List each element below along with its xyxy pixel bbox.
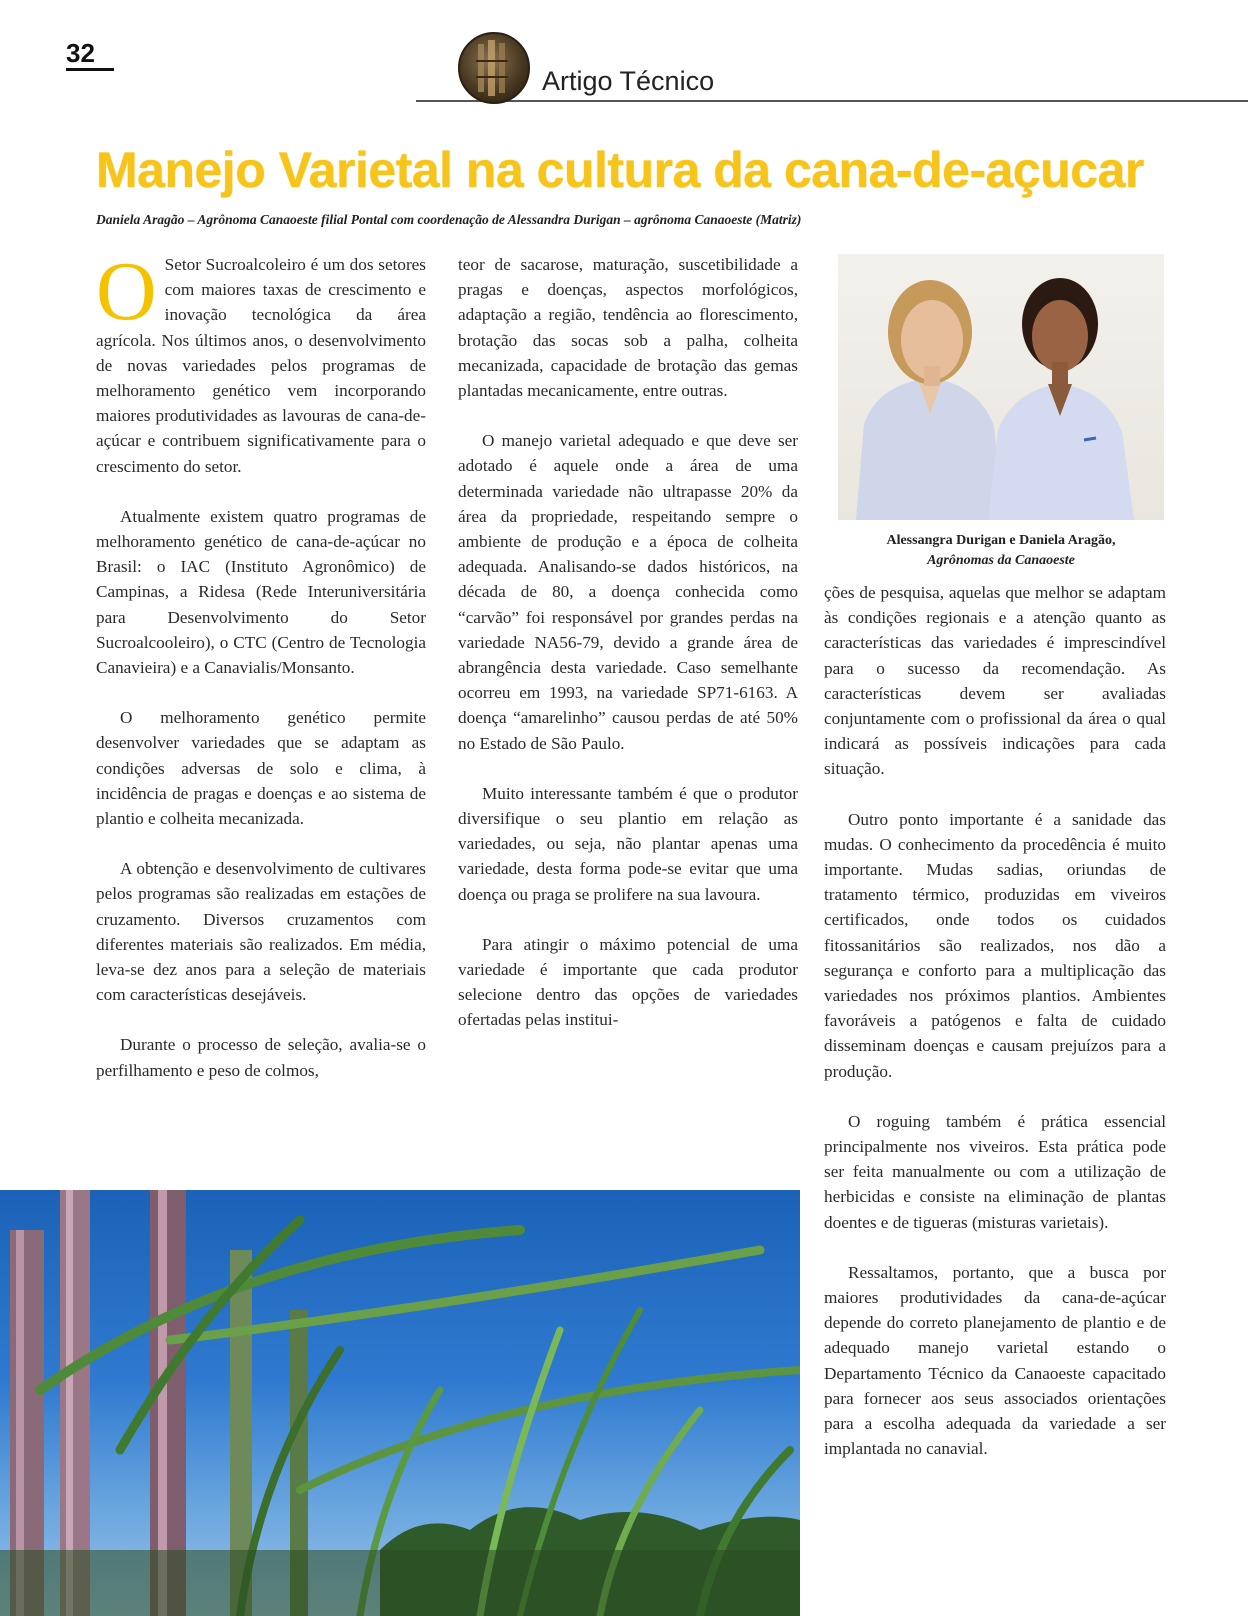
photo-caption	[826, 531, 1176, 571]
caption-role: Agrônomas da Canaoeste	[927, 553, 1075, 568]
paragraph: Ressaltamos, portanto, que a busca por maiores produtividades da cana-de-açúcar depende do correto planejamento de plantio e de adequado manejo varietal estando o Departamento Técnico da Canaoeste capacitado para fornecer aos seus associados orientações para a escolha adequada da variedade a ser implantada no canavial.	[824, 1262, 1166, 1459]
sugarcane-field-photo	[0, 1190, 800, 1616]
paragraph: Muito interessante também é que o produtor diversifique o seu plantio em relação as variedades, ou seja, não plantar apenas uma variedade, desta forma pode-se evitar que uma doença ou praga se prolifere na sua lavoura.	[458, 783, 798, 904]
paragraph: Durante o processo de seleção, avalia-se o perfilhamento e peso de colmos,	[96, 1035, 426, 1080]
drop-cap: O	[96, 245, 157, 338]
agronomists-photo	[838, 254, 1164, 520]
paragraph: O melhoramento genético permite desenvolver variedades que se adaptam as condições adversas de solo e clima, à incidência de pragas e doenças e ao sistema de plantio e colheita mecanizada.	[96, 708, 426, 829]
paragraph: O roguing também é prática essencial principalmente nos viveiros. Esta prática pode ser feita manualmente ou com a utilização de herbicidas e consiste na eliminação de plantas doentes e de tigueras (misturas varietais).	[824, 1111, 1166, 1232]
paragraph: A obtenção e desenvolvimento de cultivares pelos programas são realizadas em estações de cruzamento. Diversos cruzamentos com diferentes materiais são realizados. Em média, leva-se dez anos para a seleção de materiais com características desejáveis.	[96, 859, 426, 1005]
paragraph: O manejo varietal adequado e que deve ser adotado é aquele onde a área de uma determinada variedade não ultrapasse 20% da área da propriedade, respeitando sempre o ambiente de produção e a época de colheita adequada. Analisando-se dados históricos, na década de 80, a doença conhecida como “carvão” foi responsável por grandes perdas na variedade NA56-79, devido a grande área de abrangência desta variedade. Caso semelhante ocorreu em 1993, na variedade SP71-6163. A doença “amarelinho” causou perdas de até 50% no Estado de São Paulo.	[458, 431, 798, 753]
column-3	[824, 580, 1166, 1487]
paragraph: teor de sacarose, maturação, suscetibilidade a pragas e doenças, aspectos morfológicos, adaptação a região, tendência ao florescimento, brotação das socas sob a palha, colheita mecanizada, capacidade de brotação das gemas plantadas mecanicamente, entre outras.	[458, 255, 798, 401]
sugarcane-logo-icon	[458, 32, 530, 104]
paragraph: O Setor Sucroalcoleiro é um dos setores com maiores taxas de crescimento e inovação tecnológica da área agrícola. Nos últimos anos, o desenvolvimento de novas variedades pelos programas de melhoramento genético vem incorporando maiores produtividades as lavouras de cana-de-açúcar e contribuem significativamente para o crescimento do setor.	[96, 245, 426, 476]
article-byline: Daniela Aragão – Agrônoma Canaoeste filial Pontal com coordenação de Alessandra Durigan – agrônoma Canaoeste (Matriz)	[96, 212, 802, 227]
section-title: Artigo Técnico	[542, 66, 715, 96]
paragraph: Atualmente existem quatro programas de melhoramento genético de cana-de-açúcar no Brasil: o IAC (Instituto Agronômico) de Campinas, a Ridesa (Rede Interuniversitária para Desenvolvimento do Setor Sucroalcooleiro), o CTC (Centro de Tecnologia Canavieira) e a Canavialis/Monsanto.	[96, 506, 426, 678]
paragraph: Outro ponto importante é a sanidade das mudas. O conhecimento da procedência é muito importante. Mudas sadias, oriundas de tratamento térmico, produzidas em viveiros certificados, onde todos os cuidados fitossanitários são realizados, nos dão a segurança e conforto para a multiplicação das variedades nos próximos plantios. Ambientes favoráveis a patógenos e falta de cuidado disseminam doenças e causam prejuízos para a produção.	[824, 809, 1166, 1081]
article-title: Manejo Varietal na cultura da cana-de-açucar	[96, 142, 1144, 198]
page-number: 32	[66, 38, 114, 71]
column-2	[458, 252, 798, 1058]
caption-names: Alessangra Durigan e Daniela Aragão,	[886, 533, 1116, 548]
paragraph: Para atingir o máximo potencial de uma variedade é importante que cada produtor selecione dentro das opções de variedades ofertadas pelas institui-	[458, 934, 798, 1030]
header-rule	[416, 100, 1248, 102]
column-1	[96, 245, 426, 1108]
paragraph: ções de pesquisa, aquelas que melhor se adaptam às condições regionais e a atenção quanto as características das variedades é imprescindível para o sucesso da recomendação. As características devem ser avaliadas conjuntamente com o profissional da área o qual indicará as possíveis indicações para cada situação.	[824, 583, 1166, 779]
